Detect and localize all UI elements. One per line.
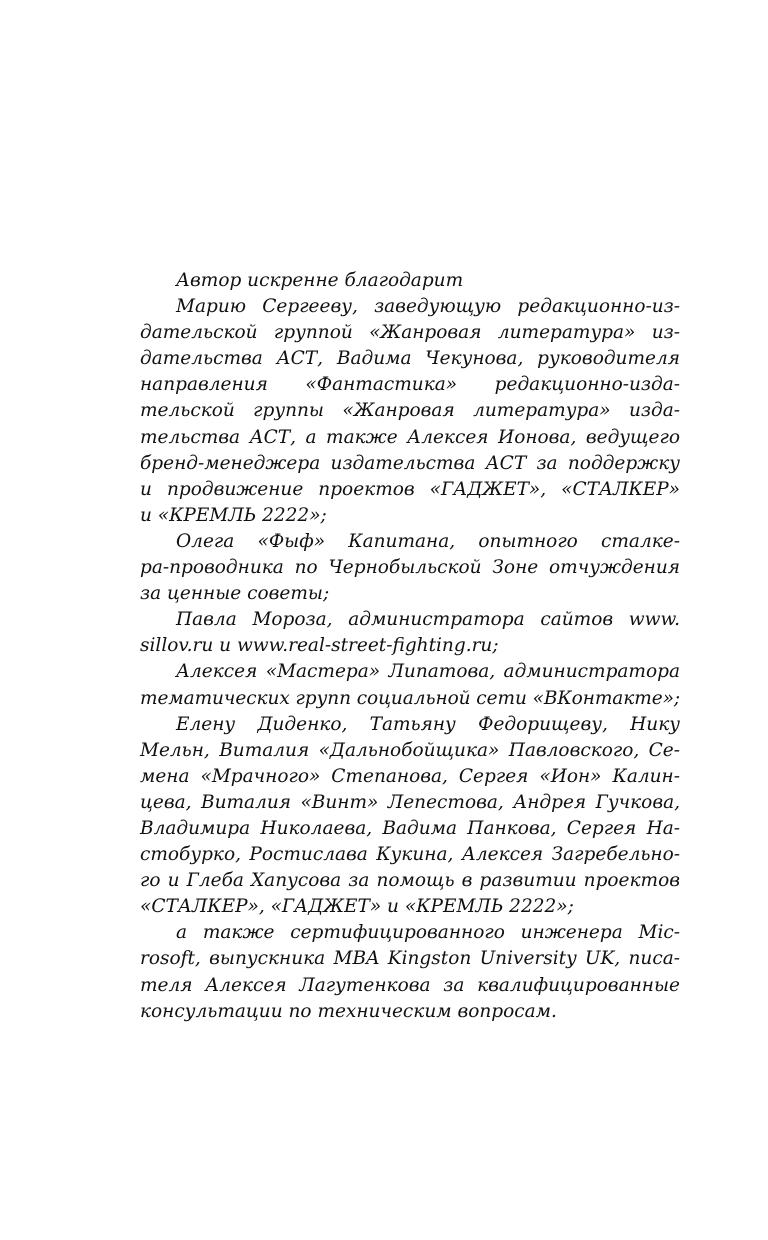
text-line: цева, Виталия «Винт» Лепестова, Андрея Гучкова, [140,791,680,813]
text-line: и «КРЕМЛЬ 2222»; [140,504,327,526]
text-line: и продвижение проектов «ГАДЖЕТ», «СТАЛКЕР» [140,478,680,500]
text-line: теля Алексея Лагутенкова за квалифицированные [140,974,680,996]
text-line: Мельн, Виталия «Дальнобойщика» Павловского, Се- [140,739,680,761]
text-line: мена «Мрачного» Степанова, Сергея «Ион» Калин- [140,765,680,787]
text-line: Владимира Николаева, Вадима Панкова, Сергея На- [140,817,680,839]
acknowledgements-text [140,268,680,1025]
text-line: ра-проводника по Чернобыльской Зоне отчуждения [140,557,680,579]
text-line: а также сертифицированного инженера Mic- [176,922,680,944]
text-line: направления «Фантастика» редакционно-изда- [140,374,680,396]
text-line: sillov.ru и www.real-street-fighting.ru; [140,635,499,657]
text-line: «СТАЛКЕР», «ГАДЖЕТ» и «КРЕМЛЬ 2222»; [140,896,574,918]
text-line: дательской группой «Жанровая литература» из- [140,322,680,344]
text-line: Олега «Фыф» Капитана, опытного сталке- [176,530,680,552]
text-line: Алексея «Мастера» Липатова, администратора [176,661,680,683]
text-line: за ценные советы; [140,583,330,605]
text-line: стобурко, Ростислава Кукина, Алексея Загребельно- [140,844,680,866]
text-line: дательства АСТ, Вадима Чекунова, руководителя [140,348,680,370]
text-line: тельской группы «Жанровая литература» изда- [140,400,680,422]
text-line: Елену Диденко, Татьяну Федорищеву, Нику [176,713,680,735]
text-line: го и Глеба Хапусова за помощь в развитии проектов [140,870,680,892]
text-line: консультации по техническим вопросам. [140,1000,557,1022]
text-line: Автор искренне благодарит [176,270,464,291]
text-line: Павла Мороза, администратора сайтов www. [176,609,680,631]
text-line: тельства АСТ, а также Алексея Ионова, ведущего [140,426,680,448]
text-line: rosoft, выпускника MBA Kingston University UK, писа- [140,948,680,970]
text-line: бренд-менеджера издательства АСТ за поддержку [140,452,680,474]
text-line: тематических групп социальной сети «ВКонтакте»; [140,687,680,709]
text-line: Марию Сергееву, заведующую редакционно-из- [176,296,680,318]
